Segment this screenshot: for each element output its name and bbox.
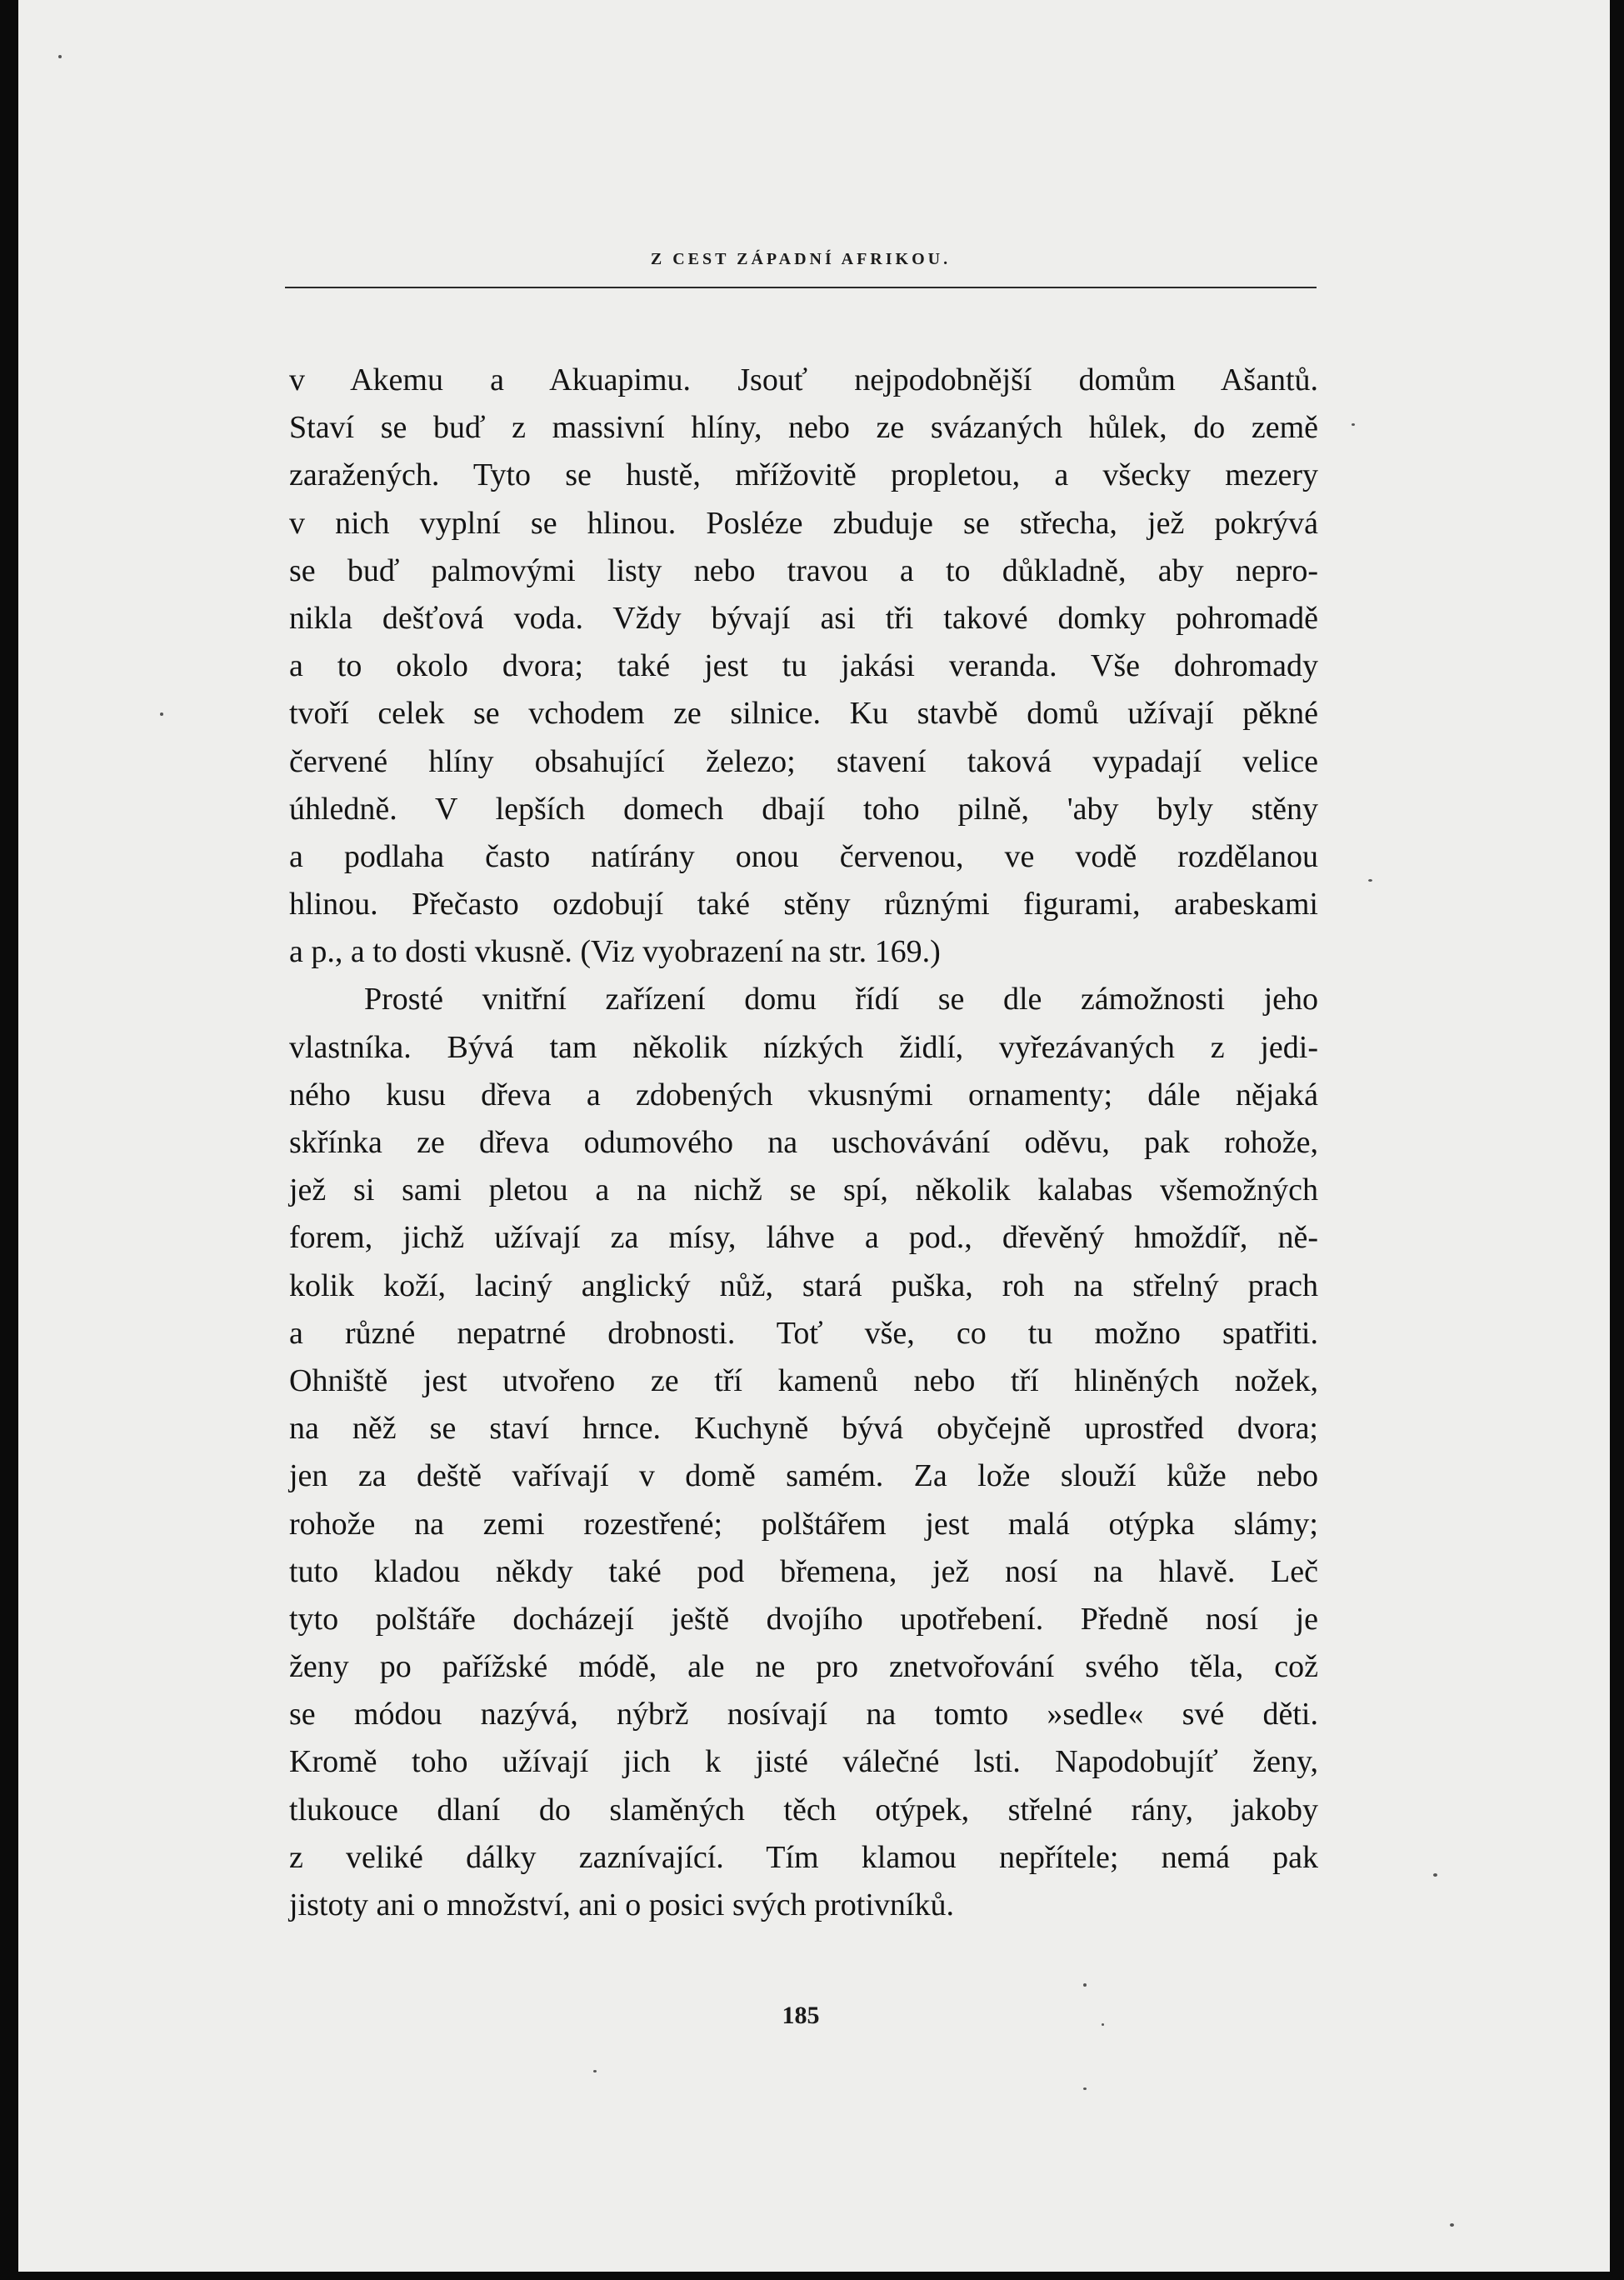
text-line: a p., a to dosti vkusně. (Viz vyobrazení na str. 169.) — [289, 934, 941, 970]
scan-speck — [1083, 1983, 1087, 1987]
text-line: na něž se staví hrnce. Kuchyně bývá obyčejně uprostřed dvora; — [289, 1411, 1318, 1447]
text-line: v nich vyplní se hlinou. Posléze zbuduje se střecha, jež pokrývá — [289, 505, 1318, 541]
text-line: vlastníka. Bývá tam několik nízkých židlí, vyřezávaných z jedi- — [289, 1029, 1318, 1065]
scan-speck — [1352, 423, 1355, 426]
text-line: tuto kladou někdy také pod břemena, jež nosí na hlavě. Leč — [289, 1553, 1318, 1589]
running-header: Z CEST ZÁPADNÍ AFRIKOU. — [650, 250, 952, 268]
text-line: z veliké dálky zaznívající. Tím klamou nepřítele; nemá pak — [289, 1839, 1318, 1875]
text-line: a podlaha často natírány onou červenou, ve vodě rozdělanou — [289, 838, 1318, 874]
text-line: jež si sami pletou a na nichž se spí, několik kalabas všemožných — [289, 1172, 1318, 1208]
text-line: červené hlíny obsahující železo; stavení taková vypadají velice — [289, 743, 1318, 779]
book-page — [18, 0, 1610, 2272]
scan-speck — [1368, 879, 1372, 882]
header-rule — [285, 287, 1317, 288]
scan-speck — [160, 712, 163, 716]
scan-speck — [58, 55, 62, 58]
text-line: Kromě toho užívají jich k jisté válečné lsti. Napodobujíť ženy, — [289, 1744, 1318, 1780]
text-line: a to okolo dvora; také jest tu jakási veranda. Vše dohromady — [289, 648, 1318, 684]
text-line: se módou nazývá, nýbrž nosívají na tomto »sedle« své děti. — [289, 1697, 1318, 1732]
scan-speck — [593, 2070, 597, 2072]
text-line: zaražených. Tyto se hustě, mřížovitě propletou, a všecky mezery — [289, 458, 1318, 493]
text-line: úhledně. V lepších domech dbají toho pilně, 'aby byly stěny — [289, 791, 1318, 827]
text-line: tvoří celek se vchodem ze silnice. Ku stavbě domů užívají pěkné — [289, 696, 1318, 732]
paragraph-2 — [289, 976, 1318, 1929]
text-line: jen za deště vařívají v domě samém. Za lože slouží kůže nebo — [289, 1458, 1318, 1494]
page-number: 185 — [782, 2002, 820, 2029]
text-line: forem, jichž užívají za mísy, láhve a pod., dřevěný hmoždíř, ně- — [289, 1220, 1318, 1256]
text-line: jistoty ani o množství, ani o posici svých protivníků. — [289, 1888, 954, 1922]
text-line: se buď palmovými listy nebo travou a to důkladně, aby nepro- — [289, 552, 1318, 588]
scan-speck — [1102, 2023, 1104, 2026]
text-line: rohože na zemi rozestřené; polštářem jest malá otýpka slámy; — [289, 1506, 1318, 1542]
text-line: a různé nepatrné drobnosti. Toť vše, co tu možno spatřiti. — [289, 1315, 1318, 1351]
scan-speck — [1450, 2223, 1454, 2227]
text-line: v Akemu a Akuapimu. Jsouť nejpodobnější domům Ašantů. — [289, 362, 1318, 398]
text-line: hlinou. Přečasto ozdobují také stěny různými figurami, arabeskami — [289, 887, 1318, 922]
scan-speck — [1433, 1873, 1437, 1877]
text-line: tlukouce dlaní do slaměných těch otýpek, střelné rány, jakoby — [289, 1792, 1318, 1828]
text-line: ného kusu dřeva a zdobených vkusnými ornamenty; dále nějaká — [289, 1077, 1318, 1112]
text-line: skřínka ze dřeva odumového na uschovávání oděvu, pak rohože, — [289, 1125, 1318, 1160]
text-line: Ohniště jest utvořeno ze tří kamenů nebo tří hliněných nožek, — [289, 1362, 1318, 1398]
text-line: nikla dešťová voda. Vždy bývají asi tři takové domky pohromadě — [289, 600, 1318, 636]
paragraph-1 — [289, 357, 1318, 976]
text-line: tyto polštáře docházejí ještě dvojího upotřebení. Předně nosí je — [289, 1601, 1318, 1637]
text-line: Prosté vnitřní zařízení domu řídí se dle zámožnosti jeho — [364, 982, 1318, 1018]
text-line: kolik koží, laciný anglický nůž, stará puška, roh na střelný prach — [289, 1268, 1318, 1303]
text-line: Staví se buď z massivní hlíny, nebo ze svázaných hůlek, do země — [289, 410, 1318, 446]
body-text — [289, 357, 1318, 1929]
scan-speck — [1083, 2088, 1087, 2090]
text-line: ženy po pařížské módě, ale ne pro znetvořování svého těla, což — [289, 1649, 1318, 1685]
